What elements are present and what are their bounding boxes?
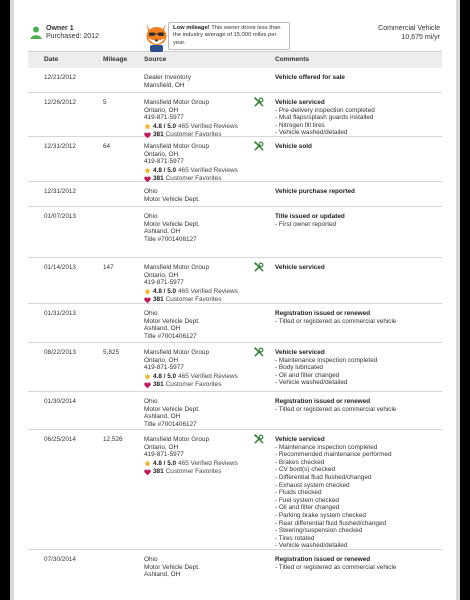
- comment-heading: Vehicle serviced: [275, 99, 325, 106]
- favorites-label: Customer Favorites: [165, 381, 222, 389]
- comment-item: - Body lubricated: [275, 364, 323, 372]
- source-line: Title #7001406127: [144, 235, 197, 243]
- comment-item: - Differential fluid flushed/changed: [275, 473, 372, 481]
- low-mileage-callout: [168, 22, 290, 50]
- shop-phone[interactable]: 419-871-5977: [144, 364, 184, 372]
- table-row: [28, 304, 442, 343]
- comment-item: - Recommended maintenance performed: [275, 451, 392, 459]
- row-comments: [275, 310, 440, 325]
- shop-name: Mansfield Motor Group: [144, 143, 209, 150]
- source-line: Ashland, OH: [144, 228, 181, 236]
- right-page-border: [456, 0, 460, 600]
- shop-name: Mansfield Motor Group: [144, 436, 209, 443]
- row-comments: [275, 264, 440, 272]
- favorites-count: 381: [153, 175, 164, 183]
- row-date: 12/31/2012: [44, 143, 76, 150]
- shop-rating[interactable]: [144, 123, 254, 131]
- comment-heading: Vehicle sold: [275, 143, 312, 150]
- table-row: [28, 137, 442, 182]
- service-tools-icon: [254, 97, 264, 107]
- row-mileage: 64: [103, 143, 111, 150]
- star-icon: [144, 123, 151, 130]
- row-comments: [275, 436, 440, 550]
- row-source: [144, 143, 254, 183]
- rating-reviews: 465 Verified Reviews: [178, 287, 238, 295]
- table-row: [28, 392, 442, 430]
- favorites-count: 381: [153, 468, 164, 476]
- source-line: Dealer Inventory: [144, 74, 191, 81]
- star-icon: [144, 373, 151, 380]
- star-icon: [144, 288, 151, 295]
- rating-score: 4.8 / 5.0: [153, 459, 177, 467]
- service-tools-icon: [254, 347, 264, 357]
- vehicle-type-info: [378, 25, 440, 42]
- shop-rating[interactable]: [144, 167, 254, 175]
- rating-score: 4.8 / 5.0: [153, 372, 177, 380]
- table-row: [28, 343, 442, 392]
- row-date: 06/25/2014: [44, 436, 76, 443]
- row-source: [144, 398, 254, 428]
- row-date: 12/21/2012: [44, 74, 76, 81]
- comment-item: - Maintenance inspection completed: [275, 443, 378, 451]
- favorites-label: Customer Favorites: [165, 468, 222, 476]
- comment-heading: Vehicle serviced: [275, 264, 325, 271]
- header-date: Date: [44, 56, 59, 63]
- source-line: Ohio: [144, 556, 158, 563]
- source-line: Mansfield, OH: [144, 81, 185, 89]
- row-date: 07/30/2014: [44, 556, 76, 563]
- rating-reviews: 465 Verified Reviews: [178, 372, 238, 380]
- row-date: 08/22/2013: [44, 349, 76, 356]
- comment-item: - Brakes checked: [275, 458, 325, 466]
- source-line: Ohio: [144, 188, 158, 195]
- source-line: Ohio: [144, 213, 158, 220]
- shop-city: Ontario, OH: [144, 271, 179, 279]
- table-row: [28, 68, 442, 93]
- rating-reviews: 465 Verified Reviews: [178, 122, 238, 130]
- comment-item: - Vehicle washed/detailed: [275, 379, 348, 387]
- owner-title: Owner 1: [46, 25, 74, 32]
- comment-heading: Vehicle offered for sale: [275, 74, 345, 81]
- comment-item: - First owner reported: [275, 220, 337, 228]
- comment-heading: Vehicle serviced: [275, 436, 325, 443]
- row-mileage: 5: [103, 99, 107, 106]
- row-date: 12/26/2012: [44, 99, 76, 106]
- source-line: Ashland, OH: [144, 571, 181, 579]
- row-source: [144, 264, 254, 304]
- shop-name: Mansfield Motor Group: [144, 99, 209, 106]
- heart-icon: [144, 297, 151, 304]
- favorites-label: Customer Favorites: [165, 131, 222, 139]
- table-row: [28, 550, 442, 600]
- row-date: 01/31/2013: [44, 310, 76, 317]
- shop-city: Ontario, OH: [144, 106, 179, 114]
- row-mileage: 12,526: [103, 436, 123, 443]
- rating-score: 4.8 / 5.0: [153, 122, 177, 130]
- row-mileage: 5,825: [103, 349, 119, 356]
- comment-item: - Fluids checked: [275, 489, 322, 497]
- shop-name: Mansfield Motor Group: [144, 264, 209, 271]
- shop-phone[interactable]: 419-871-5977: [144, 158, 184, 166]
- table-row: [28, 182, 442, 207]
- rating-reviews: 465 Verified Reviews: [178, 459, 238, 467]
- service-tools-icon: [254, 141, 264, 151]
- comment-heading: Registration issued or renewed: [275, 310, 371, 317]
- history-content: [28, 0, 442, 600]
- rating-score: 4.8 / 5.0: [153, 287, 177, 295]
- comment-heading: Registration issued or renewed: [275, 398, 371, 405]
- table-row: [28, 430, 442, 550]
- comment-item: - Titled or registered as commercial vehicle: [275, 405, 397, 413]
- comment-item: - Tires rotated: [275, 534, 315, 542]
- row-date: 01/07/2013: [44, 213, 76, 220]
- row-source: [144, 349, 254, 389]
- table-row: [28, 207, 442, 258]
- heart-icon: [144, 469, 151, 476]
- favorites-count: 381: [153, 296, 164, 304]
- callout-bold: Low mileage!: [173, 25, 210, 31]
- source-line: Motor Vehicle Dept.: [144, 563, 200, 571]
- comment-item: - Maintenance inspection completed: [275, 356, 378, 364]
- person-icon: [30, 26, 42, 40]
- row-source: [144, 213, 254, 243]
- source-line: Ohio: [144, 398, 158, 405]
- row-mileage: 147: [103, 264, 114, 271]
- owner-purchased: Purchased: 2012: [46, 33, 99, 40]
- source-line: Ashland, OH: [144, 413, 181, 421]
- star-icon: [144, 167, 151, 174]
- shop-favorites[interactable]: [144, 296, 254, 304]
- vehicle-type: Commercial Vehicle: [378, 25, 440, 32]
- row-comments: [275, 143, 440, 151]
- comment-item: - Oil and filter changed: [275, 371, 340, 379]
- comment-heading: Vehicle purchase reported: [275, 188, 355, 195]
- comment-item: - Nitrogen fill tires: [275, 121, 325, 129]
- source-line: Motor Vehicle Dept.: [144, 405, 200, 413]
- history-table-body: [28, 68, 442, 600]
- row-date: 01/14/2013: [44, 264, 76, 271]
- heart-icon: [144, 382, 151, 389]
- row-comments: [275, 213, 440, 228]
- shop-name: Mansfield Motor Group: [144, 349, 209, 356]
- row-source: [144, 188, 254, 203]
- header-source: Source: [144, 56, 167, 63]
- favorites-label: Customer Favorites: [165, 296, 222, 304]
- source-line: Motor Vehicle Dept.: [144, 317, 200, 325]
- shop-city: Ontario, OH: [144, 443, 179, 451]
- service-tools-icon: [254, 434, 264, 444]
- mileage-rate: 10,675 mi/yr: [401, 33, 440, 41]
- table-header: [28, 52, 442, 68]
- comment-item: - Fuel system checked: [275, 496, 339, 504]
- favorites-label: Customer Favorites: [165, 175, 222, 183]
- comment-item: - CV boot(s) checked: [275, 466, 336, 474]
- comment-item: - Oil and filter changed: [275, 504, 340, 512]
- header-mileage: Mileage: [103, 56, 128, 63]
- rating-score: 4.8 / 5.0: [153, 166, 177, 174]
- shop-favorites[interactable]: [144, 468, 254, 476]
- row-source: [144, 556, 254, 579]
- comment-item: - Pre-delivery inspection completed: [275, 106, 375, 114]
- row-comments: [275, 99, 440, 137]
- source-line: Motor Vehicle Dept.: [144, 220, 200, 228]
- shop-rating[interactable]: [144, 460, 254, 468]
- row-comments: [275, 398, 440, 413]
- header-comments: Comments: [275, 56, 310, 63]
- row-date: 12/31/2012: [44, 188, 76, 195]
- shop-city: Ontario, OH: [144, 150, 179, 158]
- comment-item: - Mud flaps/splash guards installed: [275, 114, 374, 122]
- comment-item: - Parking brake system checked: [275, 511, 366, 519]
- table-row: [28, 258, 442, 304]
- row-comments: [275, 556, 440, 571]
- row-date: 01/30/2014: [44, 398, 76, 405]
- shop-rating[interactable]: [144, 288, 254, 296]
- favorites-count: 381: [153, 381, 164, 389]
- shop-favorites[interactable]: [144, 381, 254, 389]
- history-page: [14, 0, 456, 600]
- source-line: Title #7001406127: [144, 332, 197, 340]
- shop-rating[interactable]: [144, 373, 254, 381]
- source-line: Motor Vehicle Dept.: [144, 195, 200, 203]
- row-comments: [275, 74, 440, 82]
- source-line: Ohio: [144, 310, 158, 317]
- comment-heading: Title issued or updated: [275, 213, 345, 220]
- owner-header: [28, 0, 442, 52]
- row-source: [144, 99, 254, 139]
- service-tools-icon: [254, 262, 264, 272]
- row-source: [144, 310, 254, 340]
- shop-city: Ontario, OH: [144, 356, 179, 364]
- row-comments: [275, 349, 440, 387]
- comment-item: - Titled or registered as commercial vehicle: [275, 563, 397, 571]
- comment-heading: Vehicle serviced: [275, 349, 325, 356]
- comment-item: - Vehicle washed/detailed: [275, 129, 348, 137]
- source-line: Ashland, OH: [144, 325, 181, 333]
- favorites-count: 381: [153, 131, 164, 139]
- row-comments: [275, 188, 440, 196]
- row-source: [144, 74, 254, 89]
- comment-item: - Vehicle washed/detailed: [275, 542, 348, 550]
- shop-phone[interactable]: 419-871-5977: [144, 279, 184, 287]
- source-line: Title #7001406127: [144, 420, 197, 428]
- callout-text: This owner drove less than the industry average of 15,000 miles per year.: [173, 25, 281, 46]
- comment-item: - Exhaust system checked: [275, 481, 350, 489]
- comment-heading: Registration issued or renewed: [275, 556, 371, 563]
- table-row: [28, 93, 442, 137]
- shop-phone[interactable]: 419-871-5977: [144, 114, 184, 122]
- row-source: [144, 436, 254, 476]
- comment-item: - Steering/suspension checked: [275, 527, 363, 535]
- star-icon: [144, 460, 151, 467]
- rating-reviews: 465 Verified Reviews: [178, 166, 238, 174]
- comment-item: - Rear differential fluid flushed/changed: [275, 519, 387, 527]
- comment-item: - Titled or registered as commercial vehicle: [275, 317, 397, 325]
- shop-phone[interactable]: 419-871-5977: [144, 451, 184, 459]
